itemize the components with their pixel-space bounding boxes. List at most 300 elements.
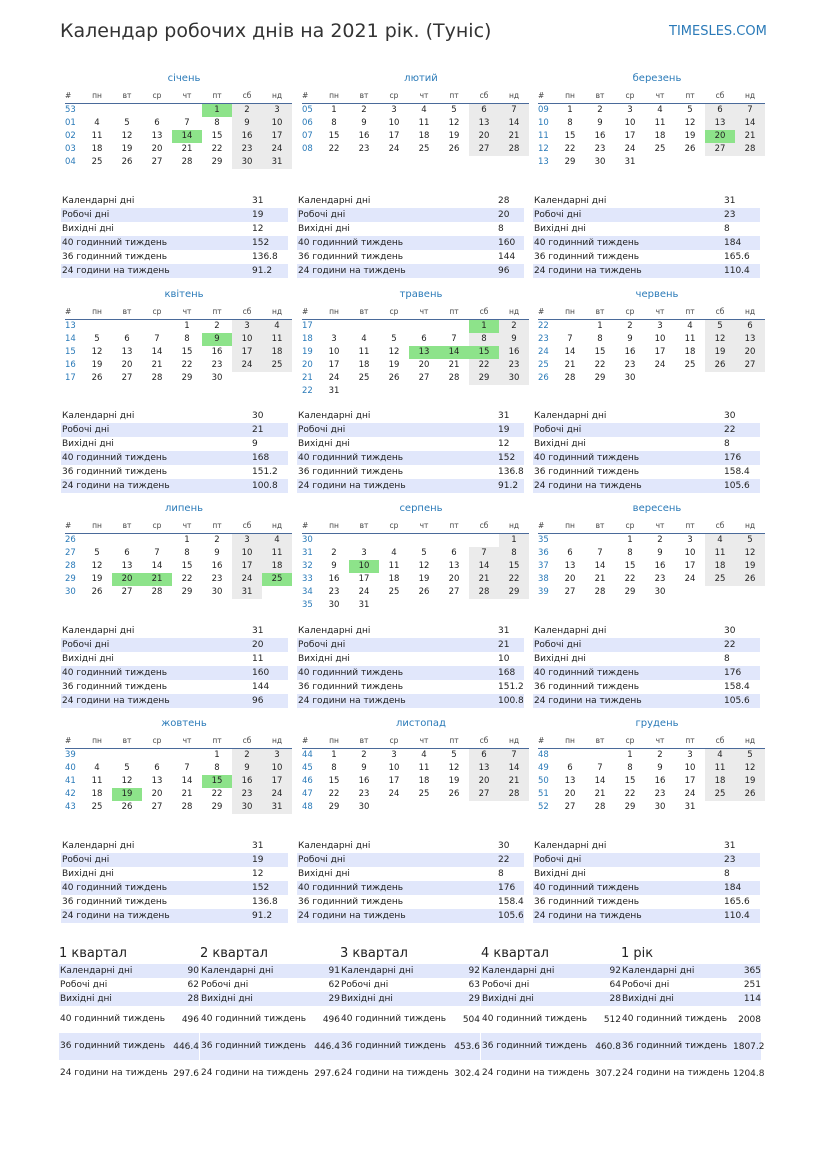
day-cell: 23 (624, 360, 636, 370)
day-cell: 13 (448, 561, 460, 571)
quarter-summary (621, 944, 765, 1087)
day-cell: 26 (91, 373, 103, 383)
quarter-value: 92 (592, 964, 621, 978)
day-cell: 11 (388, 561, 400, 571)
quarter-row (340, 1060, 480, 1087)
weekday-header: сб (705, 517, 735, 534)
month-stats (533, 409, 760, 493)
stat-label: 36 годинний тиждень (297, 465, 497, 479)
week-row (65, 801, 292, 814)
week-number: 14 (65, 334, 76, 344)
day-cell: 5 (705, 320, 735, 334)
stat-value: 105.6 (723, 694, 760, 708)
day-cell: 17 (232, 346, 262, 359)
quarter-value: 496 (170, 1006, 199, 1033)
day-cell: 13 (469, 117, 499, 130)
weekday-header: ср (615, 303, 645, 320)
month-name: вересень (632, 503, 682, 514)
stat-value: 8 (723, 437, 760, 451)
stat-label: 40 годинний тиждень (533, 451, 723, 465)
quarter-label: Робочі дні (200, 978, 311, 992)
day-cell: 23 (499, 359, 529, 372)
weekday-header: пн (555, 303, 585, 320)
week-number: 48 (302, 802, 313, 812)
week-row (302, 762, 529, 775)
day-cell: 7 (154, 334, 160, 344)
day-cell: 18 (388, 574, 400, 584)
month-grid (302, 87, 529, 156)
quarter-value: 365 (732, 964, 761, 978)
day-cell: 22 (328, 789, 340, 799)
day-cell: 16 (211, 561, 223, 571)
stat-row (533, 208, 760, 222)
weekday-header: нд (262, 87, 292, 104)
day-cell: 26 (91, 587, 103, 597)
day-cell: 17 (328, 360, 340, 370)
day-cell: 12 (735, 547, 765, 560)
quarter-table (621, 964, 765, 1087)
day-cell: 25 (418, 789, 430, 799)
week-row (302, 320, 529, 334)
day-cell: 13 (151, 131, 163, 141)
quarter-title: 4 квартал (481, 946, 549, 961)
weekday-header: вт (585, 517, 615, 534)
week-row (538, 130, 765, 143)
quarter-row (340, 964, 480, 978)
empty-cell (82, 320, 112, 334)
weekday-header: чт (172, 87, 202, 104)
brand-link[interactable]: TIMESLES.COM (669, 24, 767, 39)
day-cell: 24 (654, 360, 666, 370)
quarter-table (200, 964, 340, 1087)
day-cell: 30 (594, 157, 606, 167)
stat-value: 165.6 (723, 250, 760, 264)
weekday-header: ср (379, 517, 409, 534)
day-cell: 19 (91, 574, 103, 584)
day-cell: 28 (499, 143, 529, 156)
day-cell: 28 (499, 788, 529, 801)
month-name: листопад (396, 718, 446, 729)
month-grid (538, 517, 765, 599)
week-row (302, 346, 529, 359)
day-cell: 16 (358, 776, 370, 786)
week-row (65, 586, 292, 599)
stat-value: 30 (497, 839, 524, 853)
day-cell: 18 (654, 131, 666, 141)
weekday-header: нд (499, 87, 529, 104)
stat-label: 40 годинний тиждень (533, 666, 723, 680)
stat-row (533, 895, 760, 909)
day-cell: 6 (567, 548, 573, 558)
stat-label: Робочі дні (297, 208, 497, 222)
day-cell: 15 (181, 347, 193, 357)
day-cell: 16 (328, 574, 340, 584)
month-calendar (302, 717, 529, 814)
weekday-header: пн (319, 87, 349, 104)
day-cell: 16 (232, 775, 262, 788)
day-cell: 5 (735, 749, 765, 763)
stat-value: 158.4 (723, 680, 760, 694)
day-cell: 23 (654, 789, 666, 799)
day-cell: 24 (684, 789, 696, 799)
day-cell: 26 (684, 144, 696, 154)
day-cell: 5 (94, 548, 100, 558)
empty-cell (379, 599, 409, 612)
empty-cell (82, 749, 112, 763)
month-calendar (538, 288, 765, 385)
day-cell: 18 (705, 775, 735, 788)
week-number: 13 (65, 321, 76, 331)
stat-row (533, 250, 760, 264)
day-cell: 11 (91, 131, 103, 141)
stat-row (61, 437, 288, 451)
day-cell: 13 (564, 776, 576, 786)
quarter-value: 64 (592, 978, 621, 992)
week-row (302, 775, 529, 788)
week-number: 44 (302, 750, 313, 760)
day-cell: 27 (151, 802, 163, 812)
stat-row (61, 423, 288, 437)
week-number: 10 (538, 118, 549, 128)
day-cell: 7 (154, 548, 160, 558)
week-row (302, 104, 529, 118)
day-cell: 11 (654, 118, 666, 128)
day-cell: 4 (705, 749, 735, 763)
day-cell: 5 (421, 548, 427, 558)
week-number: 33 (302, 574, 313, 584)
weekday-header: нд (262, 732, 292, 749)
day-cell: 2 (214, 535, 220, 545)
day-cell: 26 (448, 789, 460, 799)
week-row (538, 117, 765, 130)
stat-label: 36 годинний тиждень (533, 465, 723, 479)
quarter-row (200, 978, 340, 992)
stat-row (533, 222, 760, 236)
month-calendar (538, 502, 765, 599)
quarter-row (621, 978, 761, 992)
stat-row (297, 909, 524, 923)
day-cell: 23 (654, 574, 666, 584)
stat-value: 100.8 (251, 479, 288, 493)
day-cell: 17 (262, 130, 292, 143)
day-cell: 3 (331, 334, 337, 344)
stat-value: 151.2 (498, 682, 524, 692)
day-cell: 22 (469, 359, 499, 372)
day-cell: 31 (328, 386, 340, 396)
week-row (302, 534, 529, 548)
day-cell: 28 (151, 373, 163, 383)
stat-label: Вихідні дні (533, 222, 723, 236)
day-cell: 27 (705, 143, 735, 156)
day-cell: 19 (735, 775, 765, 788)
month-name: липень (164, 503, 203, 514)
weekday-header: чт (645, 87, 675, 104)
stat-row (297, 465, 524, 479)
week-row (302, 547, 529, 560)
quarter-value: 446.4 (170, 1033, 199, 1060)
week-number: 12 (538, 144, 549, 154)
quarter-row (59, 1033, 199, 1060)
quarter-label: Календарні дні (200, 964, 311, 978)
day-cell: 24 (262, 143, 292, 156)
day-cell: 13 (564, 561, 576, 571)
week-number: 32 (302, 561, 313, 571)
stat-row (533, 264, 760, 278)
stat-value: 8 (723, 867, 760, 881)
day-cell: 23 (594, 144, 606, 154)
quarter-value: 29 (311, 992, 340, 1006)
day-cell: 21 (469, 573, 499, 586)
day-cell: 19 (388, 360, 400, 370)
stat-row (61, 465, 288, 479)
day-cell: 29 (624, 802, 636, 812)
weekday-header: вт (349, 87, 379, 104)
weekday-header: пт (202, 87, 232, 104)
day-cell: 16 (594, 131, 606, 141)
holiday-day-cell: 20 (112, 573, 142, 586)
day-cell: 28 (181, 802, 193, 812)
day-cell: 8 (331, 763, 337, 773)
day-cell: 29 (181, 373, 193, 383)
week-row (302, 385, 529, 398)
stat-label: 36 годинний тиждень (61, 680, 251, 694)
stat-label: Робочі дні (61, 208, 251, 222)
day-cell: 7 (469, 547, 499, 560)
stat-label: Вихідні дні (61, 222, 251, 236)
stat-row (61, 409, 288, 423)
quarter-row (59, 978, 199, 992)
stat-value: 30 (723, 409, 760, 423)
day-cell: 20 (564, 574, 576, 584)
week-row (65, 156, 292, 169)
stat-value: 168 (251, 451, 288, 465)
day-cell: 11 (91, 776, 103, 786)
day-cell: 7 (451, 334, 457, 344)
quarter-table (481, 964, 621, 1087)
stat-label: 40 годинний тиждень (61, 881, 251, 895)
stat-value: 21 (497, 638, 524, 652)
stat-label: Робочі дні (297, 638, 497, 652)
quarter-label: 24 години на тиждень (621, 1060, 732, 1087)
quarter-label: Вихідні дні (340, 992, 451, 1006)
stat-label: Вихідні дні (297, 652, 497, 666)
weekday-header: # (65, 517, 82, 534)
month-stats (533, 839, 760, 923)
day-cell: 28 (594, 587, 606, 597)
day-cell: 27 (151, 157, 163, 167)
weekday-header: ср (379, 87, 409, 104)
day-cell: 25 (654, 144, 666, 154)
week-number: 23 (538, 334, 549, 344)
day-cell: 12 (448, 118, 460, 128)
stat-label: 40 годинний тиждень (61, 451, 251, 465)
day-cell: 15 (211, 131, 223, 141)
stat-row (297, 250, 524, 264)
quarter-value: 114 (732, 992, 761, 1006)
stat-value: 22 (497, 853, 524, 867)
day-cell: 5 (391, 334, 397, 344)
stat-label: Вихідні дні (533, 437, 723, 451)
day-cell: 2 (361, 750, 367, 760)
stat-row (297, 895, 524, 909)
month-name: серпень (399, 503, 443, 514)
week-row (65, 333, 292, 346)
stat-value: 19 (497, 423, 524, 437)
day-cell: 24 (388, 789, 400, 799)
weekday-header: # (65, 732, 82, 749)
weekday-header: сб (705, 732, 735, 749)
stat-label: Робочі дні (297, 423, 497, 437)
stat-row (533, 236, 760, 250)
weekday-header: ср (142, 517, 172, 534)
day-cell: 16 (358, 131, 370, 141)
day-cell: 16 (624, 347, 636, 357)
week-row (65, 372, 292, 385)
day-cell: 2 (361, 105, 367, 115)
stat-value: 136.8 (251, 895, 288, 909)
day-cell: 30 (211, 373, 223, 383)
day-cell: 13 (735, 333, 765, 346)
day-cell: 30 (358, 802, 370, 812)
day-cell: 7 (735, 104, 765, 118)
stat-row (533, 624, 760, 638)
week-number: 50 (538, 776, 549, 786)
week-row (538, 586, 765, 599)
week-number: 13 (538, 157, 549, 167)
quarter-row (59, 964, 199, 978)
month-calendar (65, 72, 292, 169)
month-stats (61, 409, 288, 493)
day-cell: 4 (361, 334, 367, 344)
day-cell: 14 (499, 117, 529, 130)
day-cell: 15 (499, 560, 529, 573)
stat-label: Робочі дні (61, 853, 251, 867)
day-cell: 1 (184, 535, 190, 545)
week-row (65, 788, 292, 801)
day-cell: 19 (705, 346, 735, 359)
stat-value: 151.2 (251, 465, 288, 479)
day-cell: 15 (624, 776, 636, 786)
stat-row (61, 652, 288, 666)
day-cell: 20 (121, 360, 133, 370)
day-cell: 25 (358, 373, 370, 383)
day-cell: 6 (469, 749, 499, 763)
day-cell: 17 (654, 347, 666, 357)
quarter-value: 29 (451, 992, 480, 1006)
day-cell: 7 (567, 334, 573, 344)
day-cell: 7 (184, 763, 190, 773)
week-row (65, 117, 292, 130)
week-row (538, 749, 765, 763)
empty-cell (735, 372, 765, 385)
holiday-day-cell: 1 (469, 320, 499, 334)
stat-value: 136.8 (251, 250, 288, 264)
stat-label: Робочі дні (533, 853, 723, 867)
day-cell: 5 (124, 763, 130, 773)
day-cell: 3 (232, 320, 262, 334)
stat-label: 40 годинний тиждень (533, 881, 723, 895)
quarter-row (481, 992, 621, 1006)
stat-label: Календарні дні (297, 409, 497, 423)
week-row (538, 560, 765, 573)
quarter-value: 496 (311, 1006, 340, 1033)
week-number: 16 (65, 360, 76, 370)
weekday-header: чт (645, 732, 675, 749)
quarter-label: 24 години на тиждень (340, 1060, 451, 1087)
empty-cell (112, 749, 142, 763)
day-cell: 29 (499, 586, 529, 599)
month-name: червень (635, 289, 679, 300)
weekday-header: вт (112, 732, 142, 749)
week-row (302, 143, 529, 156)
day-cell: 9 (214, 548, 220, 558)
day-cell: 11 (262, 547, 292, 560)
empty-cell (112, 320, 142, 334)
stat-label: 36 годинний тиждень (297, 250, 497, 264)
stat-value: 144 (251, 680, 288, 694)
stat-row (61, 694, 288, 708)
month-stats (297, 624, 524, 708)
day-cell: 4 (262, 534, 292, 548)
week-number: 25 (538, 360, 549, 370)
stat-row (61, 895, 288, 909)
stat-value: 19 (251, 853, 288, 867)
stat-row (533, 680, 760, 694)
day-cell: 27 (735, 359, 765, 372)
week-number: 48 (538, 750, 549, 760)
stat-row (533, 909, 760, 923)
quarter-summary (481, 944, 621, 1087)
stat-row (297, 638, 524, 652)
page-title: Календар робочих днів на 2021 рік. (Туніс) (60, 20, 492, 42)
day-cell: 19 (91, 360, 103, 370)
quarter-row (59, 992, 199, 1006)
week-number: 26 (65, 535, 76, 545)
quarter-summary (200, 944, 340, 1087)
day-cell: 9 (232, 117, 262, 130)
weekday-header: пн (555, 517, 585, 534)
week-row (538, 346, 765, 359)
day-cell: 6 (421, 334, 427, 344)
stat-row (533, 853, 760, 867)
week-number: 26 (538, 373, 549, 383)
day-cell: 21 (564, 360, 576, 370)
quarter-row (621, 992, 761, 1006)
weekday-header: сб (705, 303, 735, 320)
quarter-label: Робочі дні (621, 978, 732, 992)
stat-row (533, 867, 760, 881)
day-cell: 26 (388, 373, 400, 383)
day-cell: 28 (594, 802, 606, 812)
month-name: жовтень (161, 718, 207, 729)
stat-label: 24 години на тиждень (297, 694, 497, 708)
day-cell: 28 (181, 157, 193, 167)
quarter-row (340, 1006, 480, 1033)
day-cell: 14 (594, 561, 606, 571)
quarter-value: 297.6 (311, 1060, 340, 1087)
stat-value: 158.4 (723, 465, 760, 479)
weekday-header: ср (615, 732, 645, 749)
weekday-header: сб (232, 303, 262, 320)
day-cell: 27 (121, 373, 133, 383)
day-cell: 10 (328, 347, 340, 357)
quarter-label: 40 годинний тиждень (481, 1006, 592, 1033)
stat-value: 20 (497, 208, 524, 222)
day-cell: 3 (232, 534, 262, 548)
quarter-value: 504 (451, 1006, 480, 1033)
day-cell: 27 (564, 587, 576, 597)
month-name: січень (167, 73, 201, 84)
